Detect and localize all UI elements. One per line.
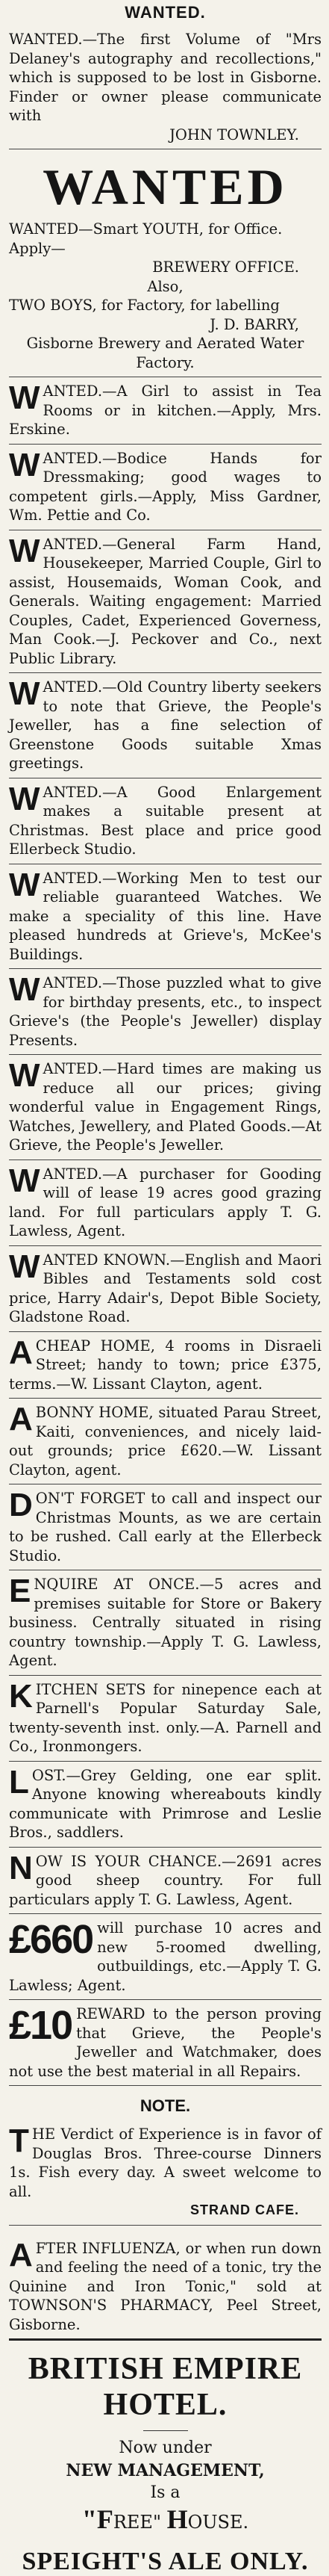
classified-ad [9, 1160, 322, 1246]
house-rest: OUSE. [187, 2512, 249, 2533]
classified-ad [9, 864, 322, 970]
ad-text: CHEAP HOME, 4 rooms in Disraeli Street; handy to town; price £375, terms.—W. Lissant Clayton, agent. [9, 1337, 322, 1393]
ad-text: ANTED.—A purchaser for Gooding will of lease 19 acres good grazing land. For full particulars apply T. G. Lawless, Agent. [9, 1165, 322, 1239]
classified-ad [9, 1399, 322, 1484]
drop-cap: A [9, 2236, 33, 2273]
hotel-is-a: Is a [150, 2483, 181, 2502]
hotel-name: BRITISH EMPIRE [28, 2352, 303, 2386]
hotel-ad [9, 2341, 322, 2576]
ad-text: OW IS YOUR CHANCE.—2691 acres good sheep country. For full particulars apply T. G. Lawless, Agent. [9, 1852, 322, 1908]
drop-cap: W [9, 780, 40, 817]
ad-text: ANTED.—Bodice Hands for Dressmaking; good wages to competent girls.—Apply, Miss Gardner, Wm. Pettie and Co. [9, 449, 322, 524]
house-initial: H [166, 2504, 188, 2534]
drop-cap: W [9, 1248, 40, 1285]
ad-signature: J. D. BARRY, [210, 315, 299, 333]
ad-apply: Apply— [9, 239, 66, 257]
drop-cap: W [9, 532, 40, 569]
drop-cap: W [9, 1162, 40, 1199]
drop-cap: W [9, 971, 40, 1008]
ad-text: WANTED.—The first Volume of "Mrs Delaney's autography and recollections," which is supposed to be lost in Gisborne. Finder or owner please communicate with [9, 31, 322, 124]
ad-text: ITCHEN SETS for ninepence each at Parnell's Popular Saturday Sale, twenty-seventh inst. only.—A. Parnell and Co., Ironmongers. [9, 1680, 322, 1755]
ad-text: ANTED.—A Girl to assist in Tea Rooms or in kitchen.—Apply, Mrs. Erskine. [9, 383, 322, 438]
classified-ad [9, 778, 322, 864]
classified-ad [9, 377, 322, 445]
drop-cap: W [9, 1057, 40, 1094]
ad-text: ON'T FORGET to call and inspect our Christmas Mounts, as we are certain to be rushed. Call early at the Ellerbeck Studio. [9, 1490, 322, 1564]
note-header: NOTE. [140, 2096, 191, 2115]
classified-ad [9, 1332, 322, 1399]
classified-ad [9, 1848, 322, 1915]
hotel-word: HOTEL. [103, 2388, 228, 2422]
classified-ad [9, 445, 322, 530]
drop-cap: D [9, 1487, 33, 1523]
price-amount: £10 [9, 2003, 72, 2048]
drop-cap: W [9, 446, 40, 483]
ad-text: will purchase 10 acres and new 5-roomed dwelling, outbuildings, etc.—Apply T. G. Lawless; Agent. [9, 1919, 322, 1994]
ad-text: OST.—Grey Gelding, one ear split. Anyone knowing whereabouts kindly communicate with Primrose and Leslie Bros., saddlers. [9, 1766, 322, 1841]
ad-text: WANTED—Smart YOUTH, for Office. [9, 220, 283, 238]
ad-signature: JOHN TOWNLEY. [169, 126, 299, 143]
ad-text: TWO BOYS, for Factory, for labelling [9, 297, 280, 314]
drop-cap: L [9, 1763, 29, 1801]
free-house [9, 2504, 322, 2537]
hotel-now-under: Now under [119, 2439, 212, 2457]
free-initial: "F [81, 2504, 113, 2534]
classified-ad [9, 530, 322, 674]
classified-ad [9, 1914, 322, 2000]
classified-ad [9, 1055, 322, 1160]
ad-text: ANTED.—General Farm Hand, Housekeeper, Married Couple, Girl to assist, Housemaids, Woman Cook, and Generals. Waiting engagement: Married Couples, Cadet, Experienced Governess, Man Cook.—J. Peckover and Co., next Public Library. [9, 535, 322, 667]
ad-text: ANTED.—Working Men to test our reliable guaranteed Watches. We make a speciality of this line. Have pleased hundreds at Grieve's, McKee's Buildings. [9, 869, 322, 963]
speights-ale-only: SPEIGHT'S ALE ONLY. [22, 2548, 309, 2575]
drop-cap: W [9, 380, 40, 416]
price-amount: £660 [9, 1917, 93, 1962]
classified-ad [9, 25, 322, 149]
section-header: WANTED. [125, 3, 206, 22]
ads-list [9, 25, 322, 2086]
ad-text: ANTED.—Those puzzled what to give for birthday presents, etc., to inspect Grieve's (the People's Jeweller) display Presents. [9, 974, 322, 1049]
classified-ad [9, 1676, 322, 1762]
classified-ad [9, 673, 322, 778]
classified-ad [9, 149, 322, 377]
drop-cap: N [9, 1849, 33, 1886]
ad-text: ANTED.—A Good Enlargement makes a suitable present at Christmas. Best place and price good Ellerbeck Studio. [9, 783, 322, 858]
ad-text: ANTED KNOWN.—English and Maori Bibles and Testaments sold cost price, Harry Adair's, Depot Bible Society, Gladstone Road. [9, 1251, 322, 1325]
classified-ad [9, 1570, 322, 1676]
strand-cafe-ad [9, 2120, 322, 2226]
drop-cap: T [9, 2123, 29, 2159]
classified-ad [9, 2000, 322, 2086]
ad-also: Also, [147, 277, 184, 295]
free-rest: REE" [113, 2512, 161, 2533]
drop-cap: W [9, 675, 40, 712]
ad-text: FTER INFLUENZA, or when run down and feeling the need of a tonic, try the Quinine and Iron Tonic," sold at TOWNSON'S PHARMACY, Peel Street, Gisborne. [9, 2239, 322, 2333]
influenza-ad [9, 2226, 322, 2341]
drop-cap: A [9, 1401, 33, 1437]
classified-ad [9, 1246, 322, 1332]
hotel-management: NEW MANAGEMENT, [66, 2461, 265, 2480]
classified-ad [9, 969, 322, 1055]
drop-cap: K [9, 1677, 33, 1715]
ad-office: BREWERY OFFICE. [152, 258, 299, 276]
drop-cap: W [9, 866, 40, 903]
ad-text: REWARD to the person proving that Grieve, the People's Jeweller and Watchmaker, does not use the best material in all Repairs. [9, 2005, 322, 2080]
drop-cap: E [9, 1573, 31, 1609]
ad-text: BONNY HOME, situated Parau Street, Kaiti, conveniences, and nicely laid-out grounds; price £620.—W. Lissant Clayton, agent. [9, 1404, 322, 1479]
wanted-banner: WANTED [43, 158, 288, 215]
ad-text: NQUIRE AT ONCE.—5 acres and premises suitable for Store or Bakery business. Centrally situated in rising country township.—Apply T. G. Lawless, Agent. [9, 1576, 322, 1669]
ad-text: ANTED.—Hard times are making us reduce all our prices; giving wonderful value in Engagement Rings, Watches, Jewellery, and Plated Goods.—At Grieve, the People's Jeweller. [9, 1060, 322, 1154]
classified-ad [9, 1762, 322, 1848]
classified-ad [9, 1484, 322, 1570]
ad-text: HE Verdict of Experience is in favor of Douglas Bros. Three-course Dinners 1s. Fish every day. A sweet welcome to all. [9, 2125, 322, 2200]
ad-company: Gisborne Brewery and Aerated Water Factory. [26, 335, 304, 371]
drop-cap: A [9, 1334, 33, 1371]
ad-signature: STRAND CAFE. [190, 2202, 299, 2217]
ad-text: ANTED.—Old Country liberty seekers to note that Grieve, the People's Jeweller, has a fine selection of Greenstone Goods suitable Xmas greetings. [9, 678, 322, 772]
